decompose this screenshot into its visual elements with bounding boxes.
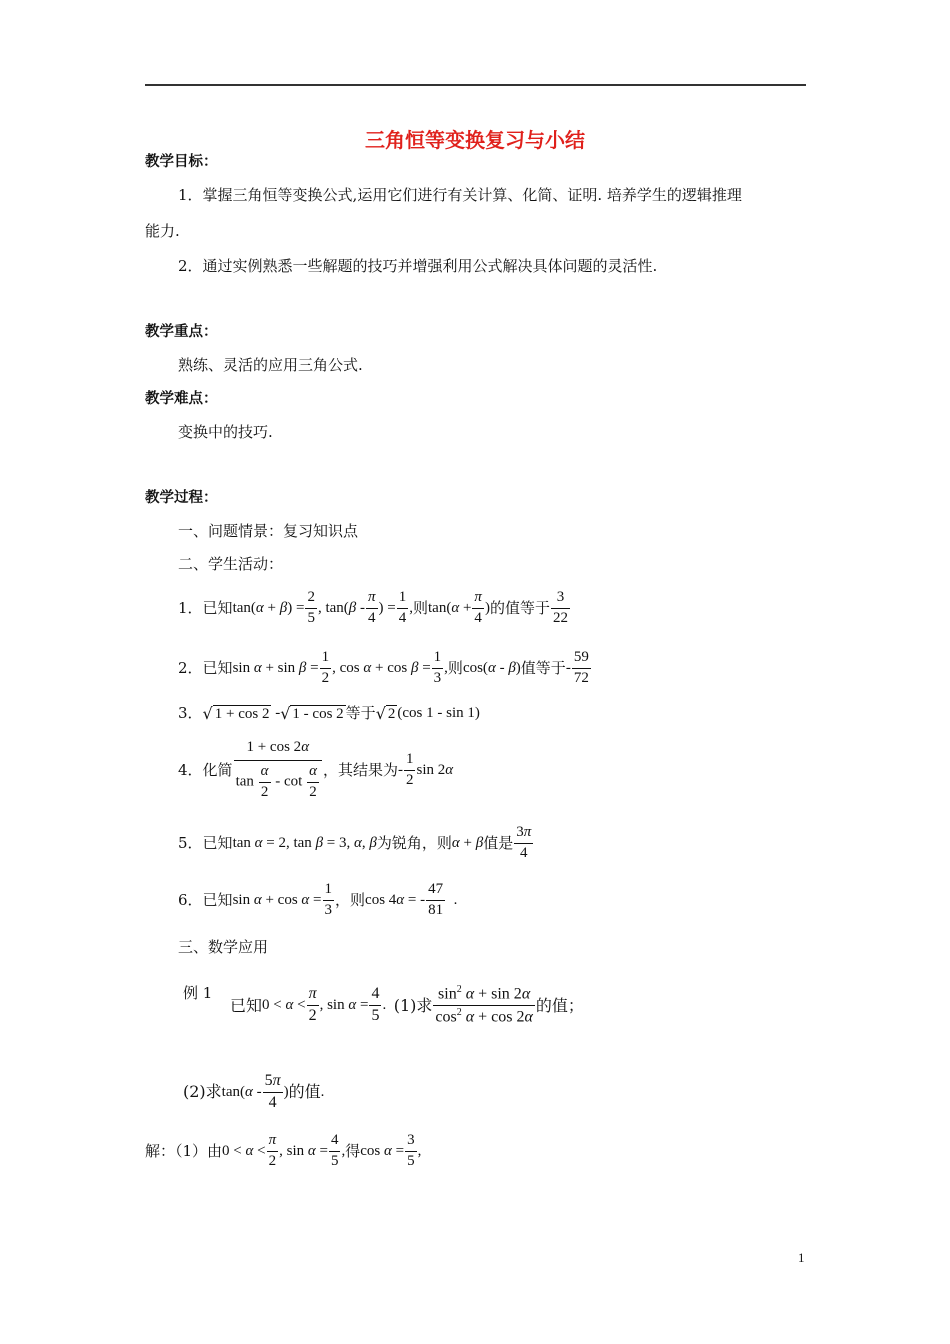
exercise-3: 3． √ 1 + cos 2 - √ 1 - cos 2 等于 √ 2 (cos 1 - sin 1) — [178, 703, 480, 723]
process-heading: 教学过程： — [145, 490, 218, 506]
objective-1-line-1: 1．掌握三角恒等变换公式,运用它们进行有关计算、化简、证明. 培养学生的逻辑推理 — [178, 186, 742, 204]
difficulties-heading: 教学难点： — [145, 391, 218, 407]
example-1-statement: 已知 0 < α < $\frac{\pi}{2}$ , sin α = $\frac{4}{5}$ . (1)求 $\frac{\sin^2 \alpha + \sin 2\alpha}{\cos^2 \alpha + \cos 2\alpha}$ 的值 ； — [230, 984, 584, 1026]
process-step-1: 一、问题情景：复习知识点 — [178, 522, 359, 540]
objective-1-line-2: 能力. — [145, 222, 180, 240]
exercise-5: 5． 已知 tan α = 2, tan β = 3, α, β 为锐角，则 α + β 值是 $\frac{3\pi}{4}$ — [178, 824, 532, 861]
example-label: 例 1 — [183, 984, 213, 1002]
example-1-part-2: (2)求 tan(α - $\frac{5\pi}{4}$ ) 的值 . — [183, 1072, 325, 1111]
exercise-1: 1． 已知 tan(α + β) = $\frac{2}{5}$ , tan(β - $\frac{\pi}{4}$ ) = $\frac{1}{4}$ , 则 tan(α + $\frac{\pi}{4}$ ) 的值等于 $\frac{3}{22}$ — [178, 589, 568, 626]
difficulties-text: 变换中的技巧. — [178, 423, 273, 441]
header-rule — [145, 84, 806, 86]
process-step-2: 二、学生活动： — [178, 555, 284, 573]
page-number: 1 — [798, 1250, 805, 1265]
page-title: 三角恒等变换复习与小结 — [365, 128, 585, 152]
exercise-2: 2． 已知 sin α + sin β = $\frac{1}{2}$ , cos α + cos β = $\frac{1}{3}$ , 则 cos(α - β) 值等于 - $\frac{59}{72}$ — [178, 649, 589, 686]
application-heading: 三、数学应用 — [178, 938, 269, 956]
objectives-heading: 教学目标： — [145, 154, 218, 170]
solution-line: 解：（1）由 0 < α < $\frac{\pi}{2}$ , sin α = $\frac{4}{5}$ , 得 cos α = $\frac{3}{5}$ , — [145, 1132, 422, 1169]
exercise-4: 4． 化简 1 + cos 2α tan $\frac{\alpha}{2}$ - cot $\frac{\alpha}{2}$ ，其结果为 - $\frac{1}{2}$ sin 2α — [178, 739, 454, 800]
objective-2: 2．通过实例熟悉一些解题的技巧并增强利用公式解决具体问题的灵活性. — [178, 257, 658, 275]
key-points-text: 熟练、灵活的应用三角公式. — [178, 356, 363, 374]
exercise-6: 6． 已知 sin α + cos α = $\frac{1}{3}$ ，则 cos 4α = - $\frac{47}{81}$ . — [178, 881, 458, 918]
key-points-heading: 教学重点： — [145, 324, 218, 340]
